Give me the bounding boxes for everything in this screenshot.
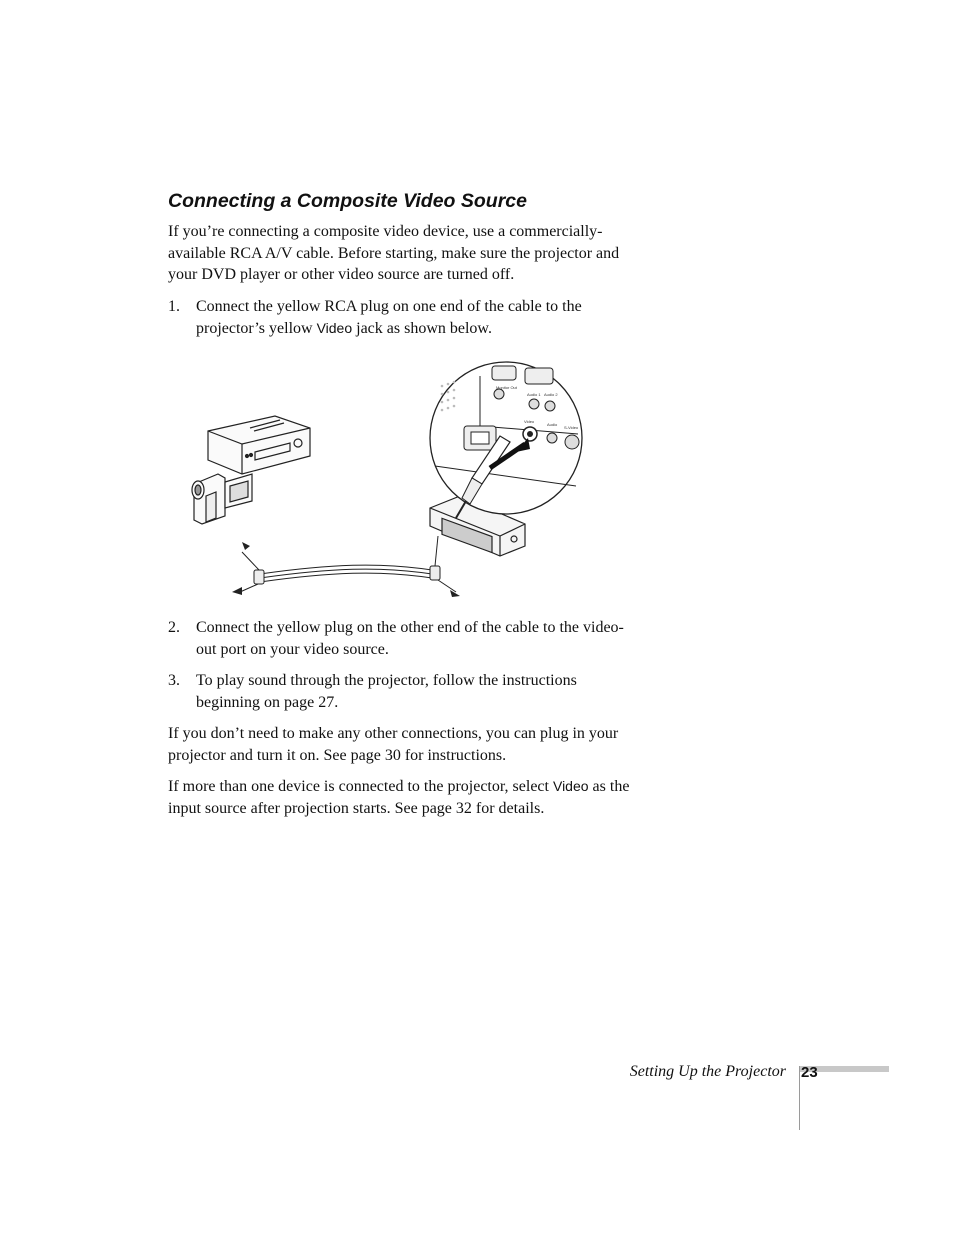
closing-paragraph-1: If you don’t need to make any other connections, you can plug in your projector and turn it on. See page 30 for instructions. [168, 725, 619, 764]
page-number: 23 [801, 1064, 818, 1081]
port-label: Audio 2 [544, 392, 558, 397]
port-closeup [430, 362, 582, 518]
step-text: Connect the yellow RCA plug on one end of the cable to the projector’s yellow Video jack as shown below. [196, 298, 582, 337]
vcr-illustration [208, 416, 310, 474]
port-label: Video [524, 419, 535, 424]
step-number: 3. [168, 672, 180, 689]
step-text: Connect the yellow plug on the other end of the cable to the video-out port on your video source. [196, 619, 624, 658]
av-cable [240, 536, 456, 592]
port-label: Monitor Out [496, 385, 517, 390]
ui-term-video: Video [316, 319, 353, 336]
step-number: 1. [168, 298, 180, 315]
step-3 [168, 670, 638, 713]
closing-paragraph-2: If more than one device is connected to the projector, select Video as the input source after projection starts. See page 32 for details. [168, 778, 630, 817]
step-text: To play sound through the projector, follow the instructions beginning on page 27. [196, 672, 577, 711]
camcorder-illustration [192, 474, 252, 524]
intro-paragraph: If you’re connecting a composite video device, use a commercially-available RCA A/V cable. Before starting, make sure the projector and your DVD player or other video source are turned off. [168, 223, 620, 283]
footer-chapter-title: Setting Up the Projector [629, 1063, 786, 1080]
port-label: Audio 1 [527, 392, 541, 397]
port-label: S-Video [564, 425, 579, 430]
step-2 [168, 617, 638, 660]
step-number: 2. [168, 619, 180, 636]
ui-term-video: Video [552, 778, 589, 794]
footer-rule [799, 1066, 800, 1130]
step-1 [168, 296, 638, 339]
port-label: Audio [547, 422, 558, 427]
section-heading: Connecting a Composite Video Source [168, 190, 527, 212]
connection-diagram [180, 356, 600, 606]
